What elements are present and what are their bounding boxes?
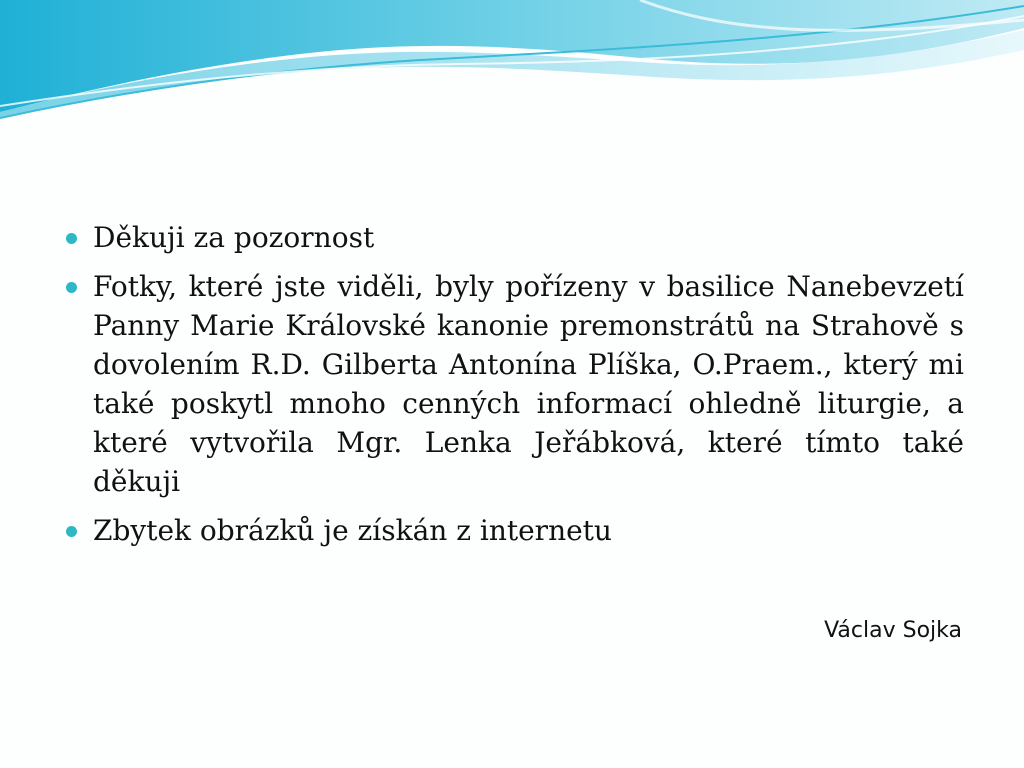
- bullet-text: Zbytek obrázků je získán z internetu: [93, 514, 612, 547]
- bullet-item: [64, 511, 964, 550]
- bullet-text: Fotky, které jste viděli, byly pořízeny v basilice Nanebevzetí Panny Marie Královské kanonie premonstrátů na Strahově s dovolením R.D. Gilberta Antonína Plíška, O.Praem., který mi také poskytl mnoho cenných informací ohledně liturgie, a které vytvořila Mgr. Lenka Jeřábková, které tímto také děkuji: [93, 270, 964, 498]
- bullet-item: [64, 218, 964, 257]
- bullet-dot-icon: [66, 233, 77, 244]
- bullet-dot-icon: [66, 526, 77, 537]
- bullet-list: [64, 218, 964, 550]
- bullet-item: [64, 267, 964, 501]
- header-wave-decoration: [0, 0, 1024, 130]
- slide-body: [64, 218, 964, 560]
- bullet-text: Děkuji za pozornost: [93, 221, 375, 254]
- bullet-dot-icon: [66, 282, 77, 293]
- author-name: Václav Sojka: [824, 618, 962, 643]
